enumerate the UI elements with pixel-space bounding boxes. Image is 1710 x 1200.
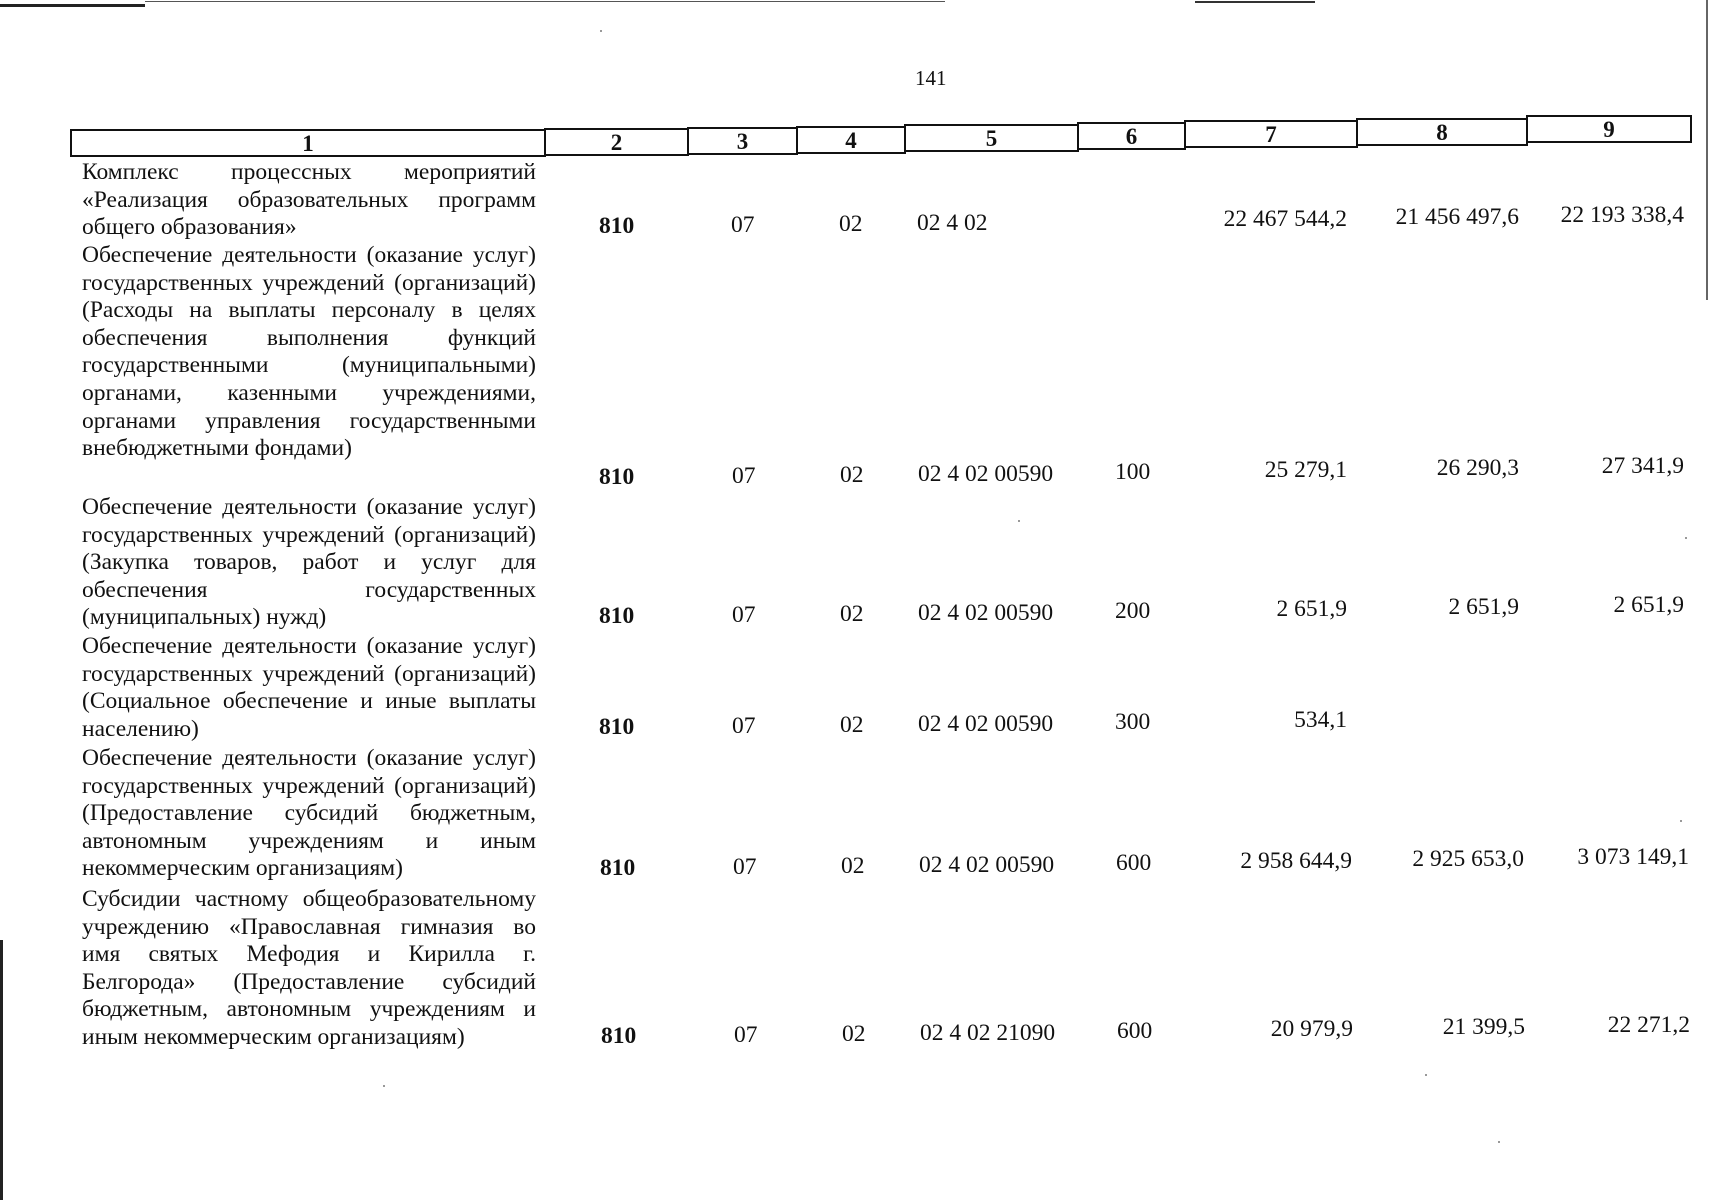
cell-col-4: 02 bbox=[839, 211, 863, 237]
cell-col-8: 21 456 497,6 bbox=[1395, 204, 1519, 230]
cell-col-3: 07 bbox=[732, 463, 756, 489]
header-cell-1: 1 bbox=[70, 129, 546, 157]
cell-col-6: 100 bbox=[1115, 459, 1151, 485]
row-description: Обеспечение деятельности (оказание услуг) государственных учреждений (организаций) (Расходы на выплаты персоналу в целях обеспечения выполнения функций государственными (муниципальными) органами, казенными учреждениями, органами управления государственными внебюджетными фондами) bbox=[82, 242, 536, 462]
cell-col-6: 200 bbox=[1115, 598, 1151, 624]
header-cell-4: 4 bbox=[796, 126, 906, 154]
cell-col-8: 21 399,5 bbox=[1442, 1014, 1525, 1040]
cell-col-3: 07 bbox=[731, 212, 755, 238]
cell-col-3: 07 bbox=[732, 713, 756, 739]
scan-speck bbox=[1018, 520, 1020, 522]
row-description: Комплекс процессных мероприятий «Реализация образовательных программ общего образования» bbox=[82, 159, 536, 241]
cell-col-5: 02 4 02 00590 bbox=[918, 461, 1054, 487]
cell-col-7: 25 279,1 bbox=[1264, 457, 1347, 483]
header-cell-5: 5 bbox=[904, 124, 1079, 152]
cell-col-4: 02 bbox=[840, 712, 864, 738]
row-description: Обеспечение деятельности (оказание услуг) государственных учреждений (организаций) (Предоставление субсидий бюджетным, автономным учреждениям и иным некоммерческим организациям) bbox=[82, 745, 536, 882]
row-description: Субсидии частному общеобразовательному учреждению «Православная гимназия во имя святых Мефодия и Кирилла г. Белгорода» (Предоставление субсидий бюджетным, автономным учреждениям и иным некоммерческим организациям) bbox=[82, 886, 536, 1050]
cell-col-4: 02 bbox=[841, 853, 865, 879]
cell-col-4: 02 bbox=[840, 462, 864, 488]
cell-col-2: 810 bbox=[599, 714, 635, 740]
scan-edge-top-left bbox=[0, 4, 145, 7]
cell-col-5: 02 4 02 00590 bbox=[918, 600, 1054, 626]
cell-col-9: 3 073 149,1 bbox=[1577, 844, 1689, 870]
header-cell-3: 3 bbox=[687, 127, 798, 155]
cell-col-6: 600 bbox=[1117, 1018, 1153, 1044]
cell-col-9: 22 271,2 bbox=[1607, 1012, 1690, 1038]
cell-col-6: 600 bbox=[1116, 850, 1152, 876]
cell-col-2: 810 bbox=[599, 603, 635, 629]
cell-col-2: 810 bbox=[599, 464, 635, 490]
scan-speck bbox=[600, 30, 602, 32]
cell-col-3: 07 bbox=[734, 1022, 758, 1048]
cell-col-7: 20 979,9 bbox=[1270, 1016, 1353, 1042]
header-cell-9: 9 bbox=[1526, 115, 1692, 143]
header-cell-7: 7 bbox=[1184, 120, 1358, 148]
cell-col-8: 26 290,3 bbox=[1436, 455, 1519, 481]
cell-col-2: 810 bbox=[599, 213, 635, 239]
cell-col-4: 02 bbox=[840, 601, 864, 627]
scan-speck bbox=[1498, 1141, 1500, 1143]
cell-col-8: 2 651,9 bbox=[1448, 594, 1519, 620]
page-number: 141 bbox=[915, 66, 947, 90]
cell-col-7: 2 958 644,9 bbox=[1240, 848, 1352, 874]
cell-col-9: 22 193 338,4 bbox=[1560, 202, 1684, 228]
cell-col-4: 02 bbox=[842, 1021, 866, 1047]
cell-col-5: 02 4 02 00590 bbox=[919, 852, 1055, 878]
cell-col-3: 07 bbox=[732, 602, 756, 628]
cell-col-5: 02 4 02 bbox=[917, 210, 988, 236]
header-cell-2: 2 bbox=[544, 128, 689, 156]
cell-col-6: 300 bbox=[1115, 709, 1151, 735]
scan-speck bbox=[383, 1085, 385, 1087]
cell-col-8: 2 925 653,0 bbox=[1412, 846, 1524, 872]
cell-col-9: 2 651,9 bbox=[1613, 592, 1684, 618]
cell-col-5: 02 4 02 00590 bbox=[918, 711, 1054, 737]
header-cell-8: 8 bbox=[1356, 118, 1528, 146]
scan-edge-top-right bbox=[1195, 1, 1315, 3]
cell-col-7: 2 651,9 bbox=[1276, 596, 1347, 622]
cell-col-2: 810 bbox=[601, 1023, 637, 1049]
scan-speck bbox=[1680, 820, 1682, 822]
cell-col-5: 02 4 02 21090 bbox=[920, 1020, 1056, 1046]
row-description: Обеспечение деятельности (оказание услуг) государственных учреждений (организаций) (Социальное обеспечение и иные выплаты населению) bbox=[82, 633, 536, 742]
scan-edge-left bbox=[0, 940, 3, 1200]
row-description: Обеспечение деятельности (оказание услуг) государственных учреждений (организаций) (Закупка товаров, работ и услуг для обеспечения государственных (муниципальных) нужд) bbox=[82, 494, 536, 631]
scan-edge-top bbox=[145, 1, 945, 2]
scan-edge-right bbox=[1706, 0, 1708, 300]
cell-col-9: 27 341,9 bbox=[1601, 453, 1684, 479]
header-cell-6: 6 bbox=[1077, 122, 1186, 150]
cell-col-7: 534,1 bbox=[1294, 707, 1347, 733]
scan-speck bbox=[1685, 537, 1687, 539]
cell-col-7: 22 467 544,2 bbox=[1223, 206, 1347, 232]
cell-col-3: 07 bbox=[733, 854, 757, 880]
scan-speck bbox=[1425, 1074, 1427, 1076]
cell-col-2: 810 bbox=[600, 855, 636, 881]
